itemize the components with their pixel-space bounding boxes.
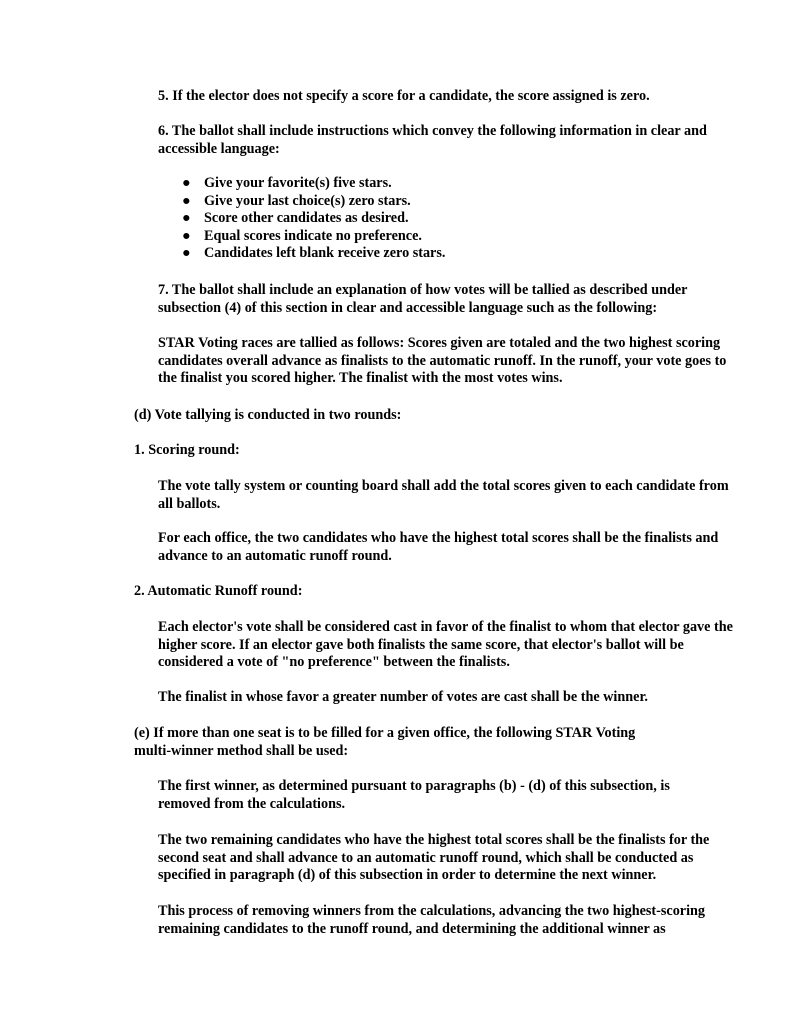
paragraph-6: 6. The ballot shall include instructions which convey the following information in clear and accessible language:	[158, 123, 707, 157]
bullet-icon: ●	[182, 175, 191, 191]
bullet-text: Give your favorite(s) five stars.	[204, 175, 392, 191]
multi-winner-paragraph-3: This process of removing winners from the calculations, advancing the two highest-scoring remaining candidates to the runoff round, and determining the additional winner as	[158, 903, 706, 937]
bullet-icon: ●	[182, 245, 191, 262]
section-d-heading: (d) Vote tallying is conducted in two rounds:	[134, 407, 402, 423]
star-voting-explanation: STAR Voting races are tallied as follows: Scores given are totaled and the two highest scoring candidates overall advance as finalists to the automatic runoff. In the runoff, your vote goes to the finalist you scored higher. The finalist with the most votes wins.	[158, 335, 727, 387]
bullet-icon: ●	[182, 192, 191, 209]
runoff-round-paragraph-2: The finalist in whose favor a greater number of votes are cast shall be the winner.	[158, 689, 648, 705]
scoring-round-heading: 1. Scoring round:	[134, 442, 240, 458]
bullet-icon: ●	[182, 210, 191, 227]
scoring-round-paragraph-2: For each office, the two candidates who have the highest total scores shall be the finalists and advance to an automatic runoff round.	[158, 530, 719, 564]
scoring-round-paragraph-1: The vote tally system or counting board shall add the total scores given to each candidate from all ballots.	[158, 478, 729, 512]
list-item	[158, 210, 445, 228]
section-e-heading: (e) If more than one seat is to be filled for a given office, the following STAR Voting multi-winner method shall be used:	[134, 725, 636, 759]
list-item	[158, 193, 445, 211]
instruction-bullet-list	[158, 175, 445, 263]
paragraph-7: 7. The ballot shall include an explanation of how votes will be tallied as described under subsection (4) of this section in clear and accessible language such as the following:	[158, 282, 688, 316]
runoff-round-paragraph-1: Each elector's vote shall be considered cast in favor of the finalist to whom that elector gave the higher score. If an elector gave both finalists the same score, that elector's ballot will be considered a vote of "no preference" between the finalists.	[158, 619, 733, 671]
list-item	[158, 228, 445, 246]
list-item	[158, 175, 445, 193]
bullet-text: Give your last choice(s) zero stars.	[204, 192, 411, 209]
paragraph-5: 5. If the elector does not specify a score for a candidate, the score assigned is zero.	[158, 88, 650, 104]
multi-winner-paragraph-2: The two remaining candidates who have the highest total scores shall be the finalists for the second seat and shall advance to an automatic runoff round, which shall be conducted as specified in paragraph (d) of this subsection in order to determine the next winner.	[158, 832, 710, 884]
bullet-icon: ●	[182, 227, 191, 244]
list-item	[158, 245, 445, 263]
bullet-text: Candidates left blank receive zero stars.	[204, 245, 446, 262]
multi-winner-paragraph-1: The first winner, as determined pursuant to paragraphs (b) - (d) of this subsection, is removed from the calculations.	[158, 778, 670, 812]
bullet-text: Equal scores indicate no preference.	[204, 227, 422, 244]
bullet-text: Score other candidates as desired.	[204, 210, 409, 227]
runoff-round-heading: 2. Automatic Runoff round:	[134, 583, 303, 599]
